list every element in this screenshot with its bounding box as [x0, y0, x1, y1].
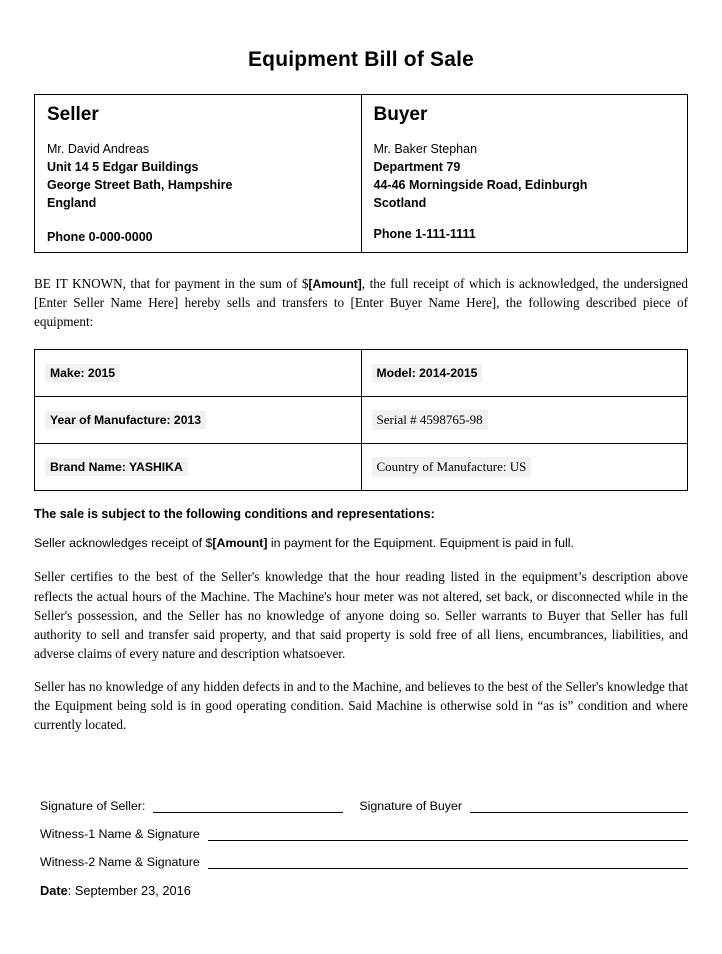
signature-of-seller-line[interactable]: [153, 800, 343, 813]
table-row: [35, 95, 688, 253]
seller-address-line-1: Unit 14 5 Edgar Buildings: [47, 159, 199, 174]
table-row: [35, 444, 688, 491]
signature-of-buyer-line[interactable]: [470, 800, 688, 813]
buyer-cell: [361, 95, 688, 253]
receipt-paragraph: [34, 535, 688, 553]
buyer-heading: Buyer: [373, 104, 428, 125]
intro-text-part-2: , the full receipt of which is acknowledged, the undersigned [Enter Seller Name Here] hereby sells and transfers to [Enter Buyer Name Here], the following described piece of equipment:: [34, 276, 688, 329]
receipt-amount-placeholder: [Amount]: [212, 536, 268, 551]
equipment-cell-brand: [35, 444, 362, 491]
signature-of-buyer-label: Signature of Buyer: [359, 798, 463, 813]
signature-row-principals: [40, 799, 688, 813]
seller-address-line-2: George Street Bath, Hampshire: [47, 178, 233, 193]
seller-cell: [35, 95, 362, 253]
intro-paragraph: [34, 275, 688, 331]
seller-heading: Seller: [47, 104, 99, 125]
table-row: [35, 350, 688, 397]
page-title: Equipment Bill of Sale: [247, 48, 475, 71]
date-row: [40, 883, 688, 898]
intro-text-part-1: BE IT KNOWN, that for payment in the sum of $: [34, 276, 309, 292]
seller-phone: Phone 0-000-0000: [47, 230, 153, 245]
conditions-paragraph-2: Seller certifies to the best of the Seller's knowledge that the hour reading listed in the equipment’s description above reflects the actual hours of the Machine. The Machine's hour meter was not altered, set back, or disconnected while in the Seller's possession, and the Seller has no knowledge of anyone doing so. Seller warrants to Buyer that Seller has full authority to sell and transfer said property, and that said property is sold free of all liens, encumbrances, liabilities, and adverse claims of every nature and description whatsoever.: [34, 569, 688, 662]
field-model: Model: 2014-2015: [372, 364, 483, 382]
field-make: Make: 2015: [45, 364, 120, 382]
buyer-address-line-3: Scotland: [373, 196, 427, 211]
signature-of-seller-label: Signature of Seller:: [40, 798, 146, 813]
witness-2-line[interactable]: [208, 856, 688, 869]
signature-block: [34, 799, 688, 898]
conditions-paragraph-3: Seller has no knowledge of any hidden defects in and to the Machine, and believes to the best of the Seller's knowledge that the Equipment being sold is in good operating condition. Said Machine is otherwise sold in “as is” condition and where currently located.: [34, 679, 688, 733]
conditions-heading: The sale is subject to the following conditions and representations:: [34, 507, 435, 522]
buyer-address-line-2: 44-46 Morningside Road, Edinburgh: [373, 178, 588, 193]
witness-1-label: Witness-1 Name & Signature: [40, 826, 200, 841]
equipment-cell-year: [35, 397, 362, 444]
receipt-text-part-2: in payment for the Equipment. Equipment is paid in full.: [267, 536, 574, 551]
buyer-address-line-1: Department 79: [373, 159, 461, 174]
buyer-name: Mr. Baker Stephan: [373, 141, 478, 156]
equipment-cell-serial: [361, 397, 688, 444]
seller-name: Mr. David Andreas: [47, 141, 150, 156]
seller-address-line-3: England: [47, 196, 97, 211]
witness-2-label: Witness-2 Name & Signature: [40, 854, 200, 869]
parties-table: [34, 94, 688, 253]
field-country-of-manufacture: Country of Manufacture: US: [372, 457, 532, 477]
intro-amount-placeholder: [Amount]: [308, 277, 362, 292]
equipment-details-table: [34, 349, 688, 491]
field-year-of-manufacture: Year of Manufacture: 2013: [45, 411, 206, 429]
equipment-cell-model: [361, 350, 688, 397]
date-value: : September 23, 2016: [67, 882, 191, 898]
signature-row-witness-1: [40, 827, 688, 841]
witness-1-line[interactable]: [208, 828, 688, 841]
buyer-phone: Phone 1-111-1111: [373, 227, 476, 242]
receipt-text-part-1: Seller acknowledges receipt of $: [34, 536, 213, 551]
signature-row-witness-2: [40, 855, 688, 869]
table-row: [35, 397, 688, 444]
equipment-cell-country: [361, 444, 688, 491]
field-brand-name: Brand Name: YASHIKA: [45, 458, 188, 476]
field-serial-number: Serial # 4598765-98: [372, 410, 488, 430]
date-label: Date: [40, 882, 68, 898]
equipment-cell-make: [35, 350, 362, 397]
